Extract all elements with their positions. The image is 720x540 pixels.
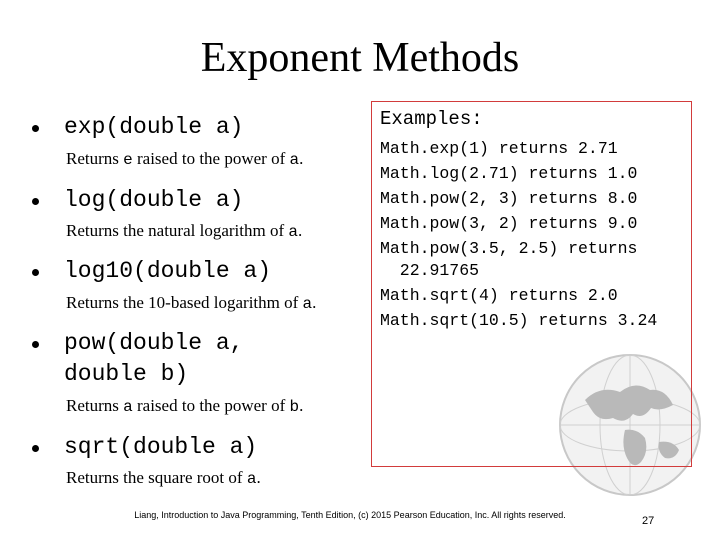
method-description [66,292,316,315]
method-signature: log(double a) [64,187,244,213]
bullet-icon [32,198,39,205]
method-signature: log10(double a) [64,258,272,284]
slide-title: Exponent Methods [200,35,520,81]
desc-text: raised to the power of [132,396,290,415]
desc-text: Returns the square root of [66,468,247,487]
method-signature: sqrt(double a) [64,434,258,460]
desc-text: . [299,396,304,415]
bullet-icon [32,125,39,132]
method-description [66,148,303,171]
desc-code: e [123,151,133,169]
desc-text: Returns the 10-based logarithm of [66,293,303,312]
desc-text: Returns [66,396,124,415]
bullet-icon [32,269,39,276]
example-line: Math.pow(3.5, 2.5) returns [380,239,638,258]
example-line: 22.91765 [380,261,480,280]
method-signature: exp(double a) [64,114,244,140]
desc-code: a [246,470,257,488]
desc-code: a [302,295,313,313]
example-line: Math.log(2.71) returns 1.0 [380,164,638,183]
example-line: Math.pow(3, 2) returns 9.0 [380,214,638,233]
desc-code: a [123,398,133,416]
desc-code: a [289,151,300,169]
method-description [66,220,302,243]
desc-code: b [289,398,300,416]
method-signature: pow(double a, double b) [64,330,244,387]
bullet-icon [32,445,39,452]
method-description [66,467,261,490]
example-line: Math.pow(2, 3) returns 8.0 [380,189,638,208]
examples-heading: Examples: [380,108,483,130]
desc-text: . [299,149,304,168]
footer-copyright: Liang, Introduction to Java Programming, Tenth Edition, (c) 2015 Pearson Education, Inc. All rights reserved. [134,510,566,520]
desc-code: a [288,223,298,241]
example-line: Math.sqrt(10.5) returns 3.24 [380,311,658,330]
page-number: 27 [642,515,655,527]
example-line: Math.exp(1) returns 2.71 [380,139,618,158]
desc-text: . [312,293,317,312]
bullet-icon [32,341,39,348]
desc-text: . [256,468,261,487]
method-description [66,395,303,418]
desc-text: . [297,221,303,240]
example-line: Math.sqrt(4) returns 2.0 [380,286,618,305]
desc-text: Returns the natural logarithm of [66,221,289,240]
desc-text: raised to the power of [132,149,290,168]
desc-text: Returns [66,149,124,168]
